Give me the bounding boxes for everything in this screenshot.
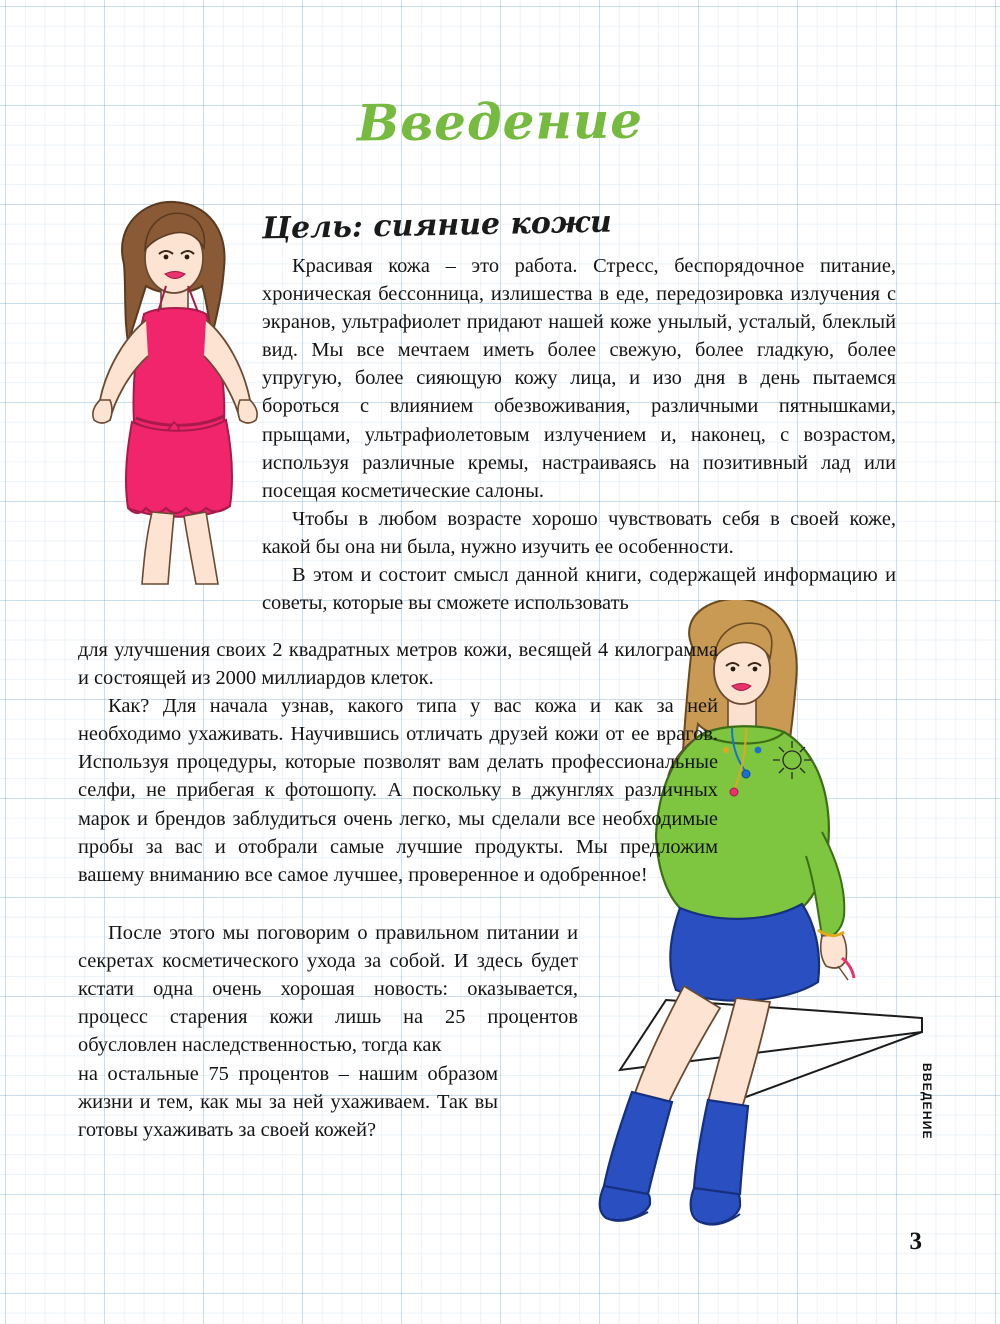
- paragraph-5: Как? Для начала узнав, какого типа у вас кожа и как за ней необходимо ухаживать. Научившись отличать друзей кожи от ее врагов. Используя процедуры, которые позволят вам делать профессиональные селфи, не прибегая к фотошопу. А поскольку в джунглях различных марок и брендов заблудиться очень легко, мы сделали все необходимые пробы за вас и отобрали самые лучшие продукты. Мы предложим вашему вниманию все самое лучшее, проверенное и одобренное!: [78, 695, 718, 886]
- chapter-title: Введение: [356, 90, 644, 153]
- page-number: 3: [909, 1228, 922, 1255]
- paragraph-2: Чтобы в любом возрасте хорошо чувствовать себя в своей коже, какой бы она ни была, нужно изучить ее особенности.: [262, 507, 896, 558]
- intro-text-block-top: [262, 252, 896, 617]
- illustration-woman-in-pink-dress: [66, 186, 276, 591]
- paragraph-6: После этого мы поговорим о правильном питании и секретах косметического ухода за собой. И здесь будет кстати одна очень хорошая новость: оказывается, процесс старения кожи лишь на 25 процентов обусловлен наследственностью, тогда как: [78, 922, 578, 1057]
- intro-text-block-middle: [78, 636, 718, 889]
- running-side-label: ВВЕДЕНИЕ: [920, 1063, 934, 1140]
- section-title: Цель: сияние кожи: [261, 204, 613, 247]
- paragraph-1: Красивая кожа – это работа. Стресс, беспорядочное питание, хроническая бессонница, излишества в еде, передозировка излучения с экранов, ультрафиолет придают нашей коже унылый, усталый, блеклый вид. Мы все мечтаем иметь более свежую, более гладкую, более упругую, более сияющую кожу лица, и изо дня в день пытаемся бороться с влиянием обезвоживания, различными пятнышками, прыщами, ультрафиолетовым излучением и, наконец, с возрастом, используя различные кремы, настраиваясь на позитивный лад или посещая косметические салоны.: [262, 255, 896, 502]
- intro-text-block-lower: [78, 919, 578, 1059]
- paragraph-7: на остальные 75 процентов – нашим образом жизни и тем, как мы за ней ухаживаем. Так вы готовы ухаживать за своей кожей?: [78, 1063, 498, 1142]
- paragraph-4: для улучшения своих 2 квадратных метров кожи, весящей 4 килограмма и состоящей из 2000 миллиардов клеток.: [78, 639, 718, 690]
- paragraph-3: В этом и состоит смысл данной книги, содержащей информацию и советы, которые вы сможете использовать: [262, 564, 896, 615]
- intro-text-block-bottom: [78, 1060, 498, 1144]
